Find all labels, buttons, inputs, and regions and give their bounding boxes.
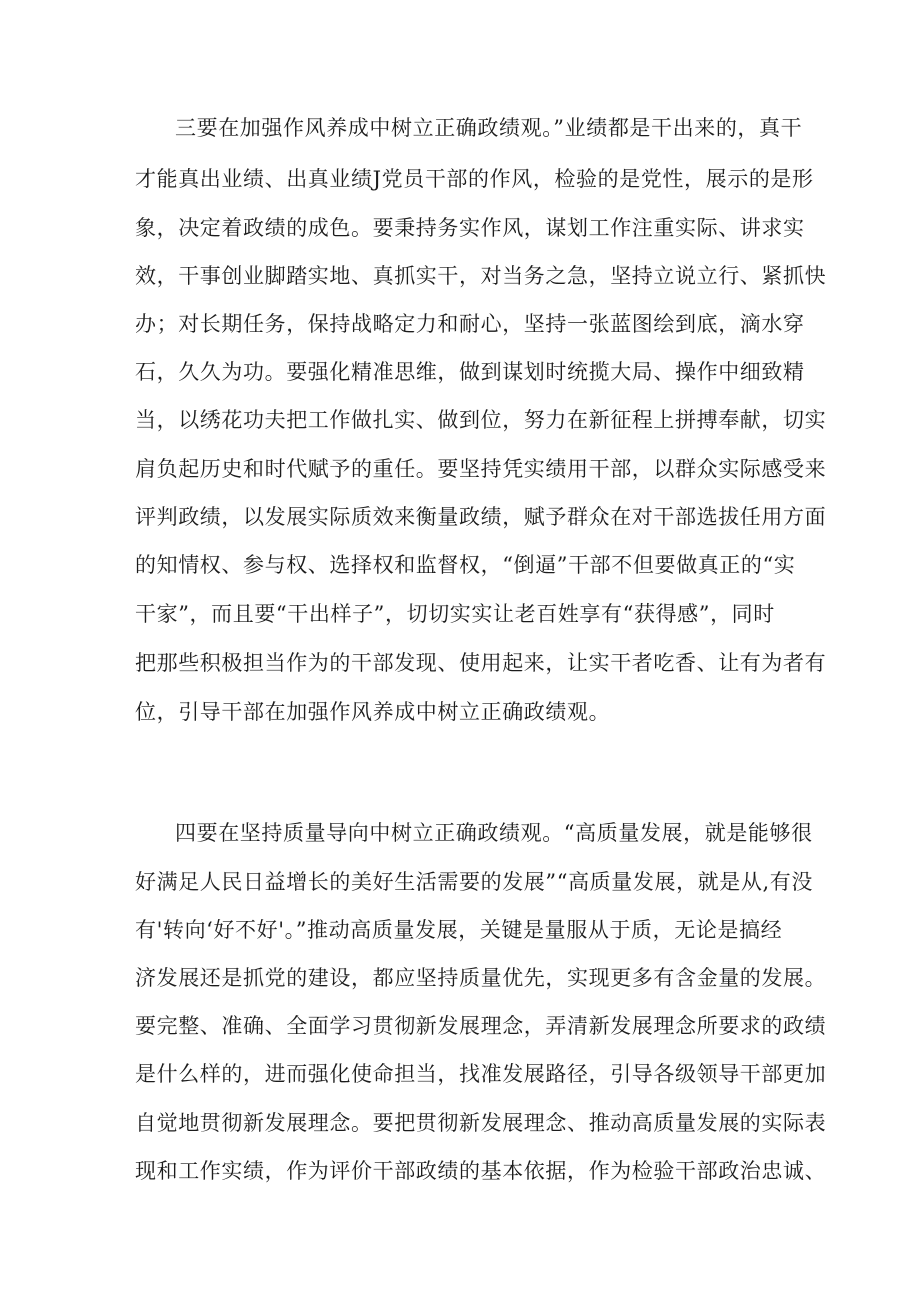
text-line: 三要在加强作风养成中树立正确政绩观。”业绩都是干出来的，真干 (175, 116, 803, 140)
text-line: 把那些积极担当作为的干部发现、使用起来，让实干者吃香、让有为者有 (135, 651, 827, 675)
text-line: 象，决定着政绩的成色。要秉持务实作风，谋划工作注重实际、讲求实 (135, 216, 805, 240)
text-line: 才能真出业绩、出真业绩J党员干部的作风，检验的是党性，展示的是形 (135, 167, 814, 191)
text-line: 是什么样的，进而强化使命担当，找准发展路径，引导各级领导干部更加 (135, 1062, 827, 1086)
text-line: 肩负起历史和时代赋予的重任。要坚持凭实绩用干部，以群众实际感受来 (135, 457, 827, 481)
text-line: 办；对长期任务，保持战略定力和耐心，坚持一张蓝图绘到底，滴水穿 (135, 312, 805, 336)
text-line: 好满足人民日益增长的美好生活需要的发展”“高质量发展，就是从,有没 (135, 870, 813, 894)
text-line: 石，久久为功。要强化精准思维，做到谋划时统揽大局、操作中细致精 (135, 360, 805, 384)
text-line: 当，以绣花功夫把工作做扎实、做到位，努力在新征程上拼搏奉献，切实 (135, 408, 827, 432)
text-line: 自觉地贯彻新发展理念。要把贯彻新发展理念、推动高质量发展的实际表 (135, 1111, 827, 1135)
text-line: 四要在坚持质量导向中树立正确政绩观。“高质量发展，就是能够很 (175, 821, 813, 845)
text-line: 的知情权、参与权、选择权和监督权，“倒逼”干部不但要做真正的“实 (135, 553, 796, 577)
text-line: 干家”，而且要“干出样子”，切切实实让老百姓享有“获得感”，同时 (135, 602, 775, 626)
text-line: 要完整、准确、全面学习贯彻新发展理念，弄清新发展理念所要求的政绩 (135, 1014, 827, 1038)
text-line: 济发展还是抓党的建设，都应坚持质量优先，实现更多有含金量的发展。 (135, 966, 827, 990)
text-line: 位，引导干部在加强作风养成中树立正确政绩观。 (135, 700, 611, 724)
text-line: 有'转向‘好不好'。”推动高质量发展，关键是量服从于质，无论是搞经 (135, 918, 783, 942)
text-line: 现和工作实绩，作为评价干部政绩的基本依据，作为检验干部政治忠诚、 (135, 1159, 827, 1183)
text-line: 效，干事创业脚踏实地、真抓实干，对当务之急，坚持立说立行、紧抓快 (135, 264, 827, 288)
text-line: 评判政绩，以发展实际质效来衡量政绩，赋予群众在对干部选拔任用方面 (135, 505, 827, 529)
